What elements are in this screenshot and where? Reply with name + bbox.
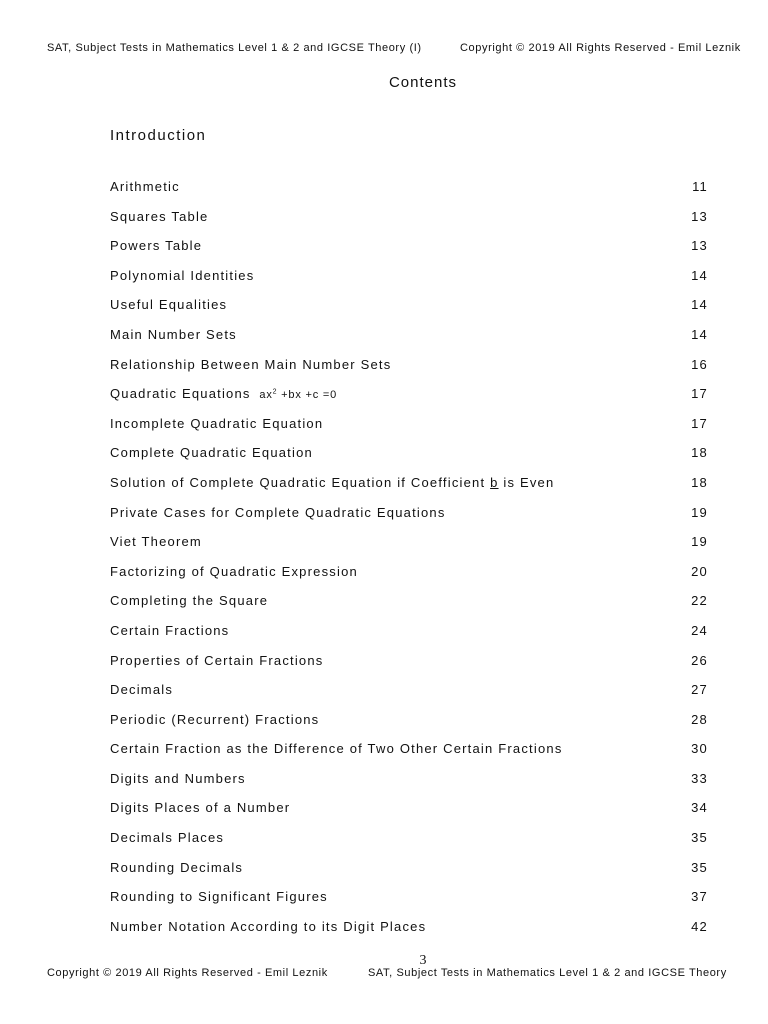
toc-entry-label	[110, 238, 202, 253]
toc-entry[interactable]	[110, 593, 708, 623]
toc-entry-text: Squares Table	[110, 208, 209, 224]
toc-entry-page: 37	[691, 889, 708, 905]
toc-entry-page: 13	[691, 208, 708, 224]
toc-entry-text: Properties of Certain Fractions	[110, 652, 324, 668]
toc-entry-page: 14	[691, 267, 708, 283]
toc-entry-label	[110, 741, 563, 756]
toc-entry-label	[110, 357, 391, 372]
toc-entry-label	[110, 830, 224, 845]
toc-entry-page: 22	[691, 593, 708, 609]
toc-entry[interactable]	[110, 771, 708, 801]
toc-entry-text: Rounding to Significant Figures	[110, 889, 328, 905]
toc-entry-text: Decimals	[110, 682, 174, 698]
toc-entry-label	[110, 919, 426, 934]
toc-entry-label: Solution of Complete Quadratic Equation if Coefficient b is Even	[110, 474, 555, 490]
page-number: 3	[419, 953, 427, 968]
toc-introduction[interactable]: Introduction	[110, 127, 207, 144]
toc-entry-label	[110, 268, 254, 283]
toc-entry-label	[110, 682, 173, 697]
toc-entry-page: 13	[691, 238, 708, 254]
toc-entry-page: 16	[691, 356, 708, 372]
toc-entry-label	[110, 712, 319, 727]
toc-entry[interactable]	[110, 445, 708, 475]
toc-entry-page: 18	[691, 474, 708, 490]
toc-entry-page: 17	[691, 415, 708, 431]
toc-entry-page: 19	[691, 504, 708, 520]
toc-entry-label	[110, 653, 324, 668]
toc-entry[interactable]	[110, 653, 708, 683]
toc-entry-page: 33	[691, 770, 708, 786]
toc-entry-page: 20	[691, 563, 708, 579]
toc-entry-text: Arithmetic	[110, 179, 180, 194]
toc-entry-label	[110, 800, 290, 815]
quadratic-formula: $ax^2 +bx +c =0$	[259, 388, 338, 402]
toc-entry-label	[110, 593, 268, 608]
toc-entry[interactable]	[110, 357, 708, 387]
toc-entry-text: Number Notation According to its Digit Places	[110, 918, 427, 934]
toc-entry-text: Rounding Decimals	[110, 859, 244, 875]
contents-title: Contents	[388, 74, 458, 91]
toc-entry-label	[110, 386, 337, 401]
toc-entry-page: 14	[691, 297, 708, 313]
toc-entry-text: Decimals Places	[110, 830, 225, 846]
toc-entry-label	[110, 860, 243, 875]
toc-entry[interactable]	[110, 564, 708, 594]
toc-entry[interactable]	[110, 682, 708, 712]
toc-entry-label	[110, 179, 180, 194]
toc-entry-text: Digits Places of a Number	[110, 800, 291, 816]
toc-entry[interactable]	[110, 889, 708, 919]
toc-entry[interactable]	[110, 238, 708, 268]
toc-entry-text: Completing the Square	[110, 593, 269, 609]
toc-entry[interactable]	[110, 416, 708, 446]
toc-entry-text: Factorizing of Quadratic Expression	[110, 563, 358, 579]
toc-entry-text: Digits and Numbers	[110, 770, 246, 786]
toc-entry-text: Powers Table	[110, 238, 203, 254]
toc-entry-text: Private Cases for Complete Quadratic Equations	[110, 504, 446, 520]
toc-entry-label	[110, 297, 227, 312]
toc-entry-page: 28	[691, 711, 708, 727]
toc-entry-page: 26	[691, 652, 708, 668]
toc-entry-page: 34	[691, 800, 708, 816]
toc-entry-text: Periodic (Recurrent) Fractions	[110, 711, 320, 727]
toc-entry-page: 27	[691, 682, 708, 698]
toc-entry-label	[110, 505, 446, 520]
toc-entry-label	[110, 889, 328, 904]
toc-entry[interactable]	[110, 741, 708, 771]
toc-entry-text: Main Number Sets	[110, 326, 237, 342]
toc-entry-label	[110, 564, 358, 579]
footer-title: SAT, Subject Tests in Mathematics Level 1 & 2 and IGCSE Theory	[368, 967, 727, 979]
coefficient-b: b	[490, 474, 499, 490]
toc-entry-text: Relationship Between Main Number Sets	[110, 356, 392, 372]
toc-entry-label	[110, 623, 229, 638]
table-of-contents	[110, 179, 708, 948]
toc-entry-label	[110, 327, 237, 342]
toc-entry-page: 11	[692, 179, 708, 194]
toc-entry[interactable]	[110, 386, 708, 416]
toc-entry-text: Quadratic Equations	[110, 386, 251, 402]
footer-copyright: Copyright © 2019 All Rights Reserved - Emil Leznik	[47, 967, 328, 979]
toc-entry[interactable]	[110, 179, 708, 209]
toc-entry[interactable]	[110, 297, 708, 327]
toc-entry-page: 18	[691, 445, 708, 461]
toc-entry[interactable]	[110, 830, 708, 860]
toc-entry-page: 30	[691, 741, 708, 757]
toc-entry-label	[110, 771, 246, 786]
toc-entry[interactable]	[110, 623, 708, 653]
toc-entry-page: 35	[691, 859, 708, 875]
toc-entry[interactable]	[110, 534, 708, 564]
toc-entry-text: Viet Theorem	[110, 534, 202, 550]
toc-entry-label	[110, 445, 313, 460]
toc-entry-page: 19	[691, 534, 708, 550]
toc-entry-text: Polynomial Identities	[110, 267, 255, 283]
toc-entry-page: 35	[691, 830, 708, 846]
toc-entry-page: 14	[691, 326, 708, 342]
toc-entry-page: 42	[691, 918, 708, 934]
toc-entry-label	[110, 416, 323, 431]
toc-entry-label	[110, 209, 208, 224]
toc-entry-text: Certain Fractions	[110, 622, 230, 638]
toc-entry[interactable]	[110, 505, 708, 535]
toc-entry-text: Incomplete Quadratic Equation	[110, 415, 324, 431]
toc-entry-text: Useful Equalities	[110, 297, 228, 313]
toc-entry-page: 17	[691, 386, 708, 402]
toc-entry-text: Complete Quadratic Equation	[110, 445, 313, 461]
header-copyright: Copyright © 2019 All Rights Reserved - Emil Leznik	[460, 42, 741, 54]
toc-entry[interactable]	[110, 860, 708, 890]
header-title: SAT, Subject Tests in Mathematics Level 1 & 2 and IGCSE Theory (I)	[47, 42, 422, 54]
toc-entry[interactable]	[110, 209, 708, 239]
toc-entry-text: Certain Fraction as the Difference of Two Other Certain Fractions	[110, 741, 563, 757]
toc-entry[interactable]	[110, 919, 708, 949]
toc-entry[interactable]	[110, 475, 708, 505]
toc-entry-text: Solution of Complete Quadratic Equation if Coefficient	[110, 474, 486, 490]
toc-entry-page: 24	[691, 622, 708, 638]
toc-entry-label	[110, 534, 202, 549]
toc-entry[interactable]	[110, 712, 708, 742]
toc-entry[interactable]	[110, 800, 708, 830]
toc-entry[interactable]	[110, 268, 708, 298]
toc-entry[interactable]	[110, 327, 708, 357]
